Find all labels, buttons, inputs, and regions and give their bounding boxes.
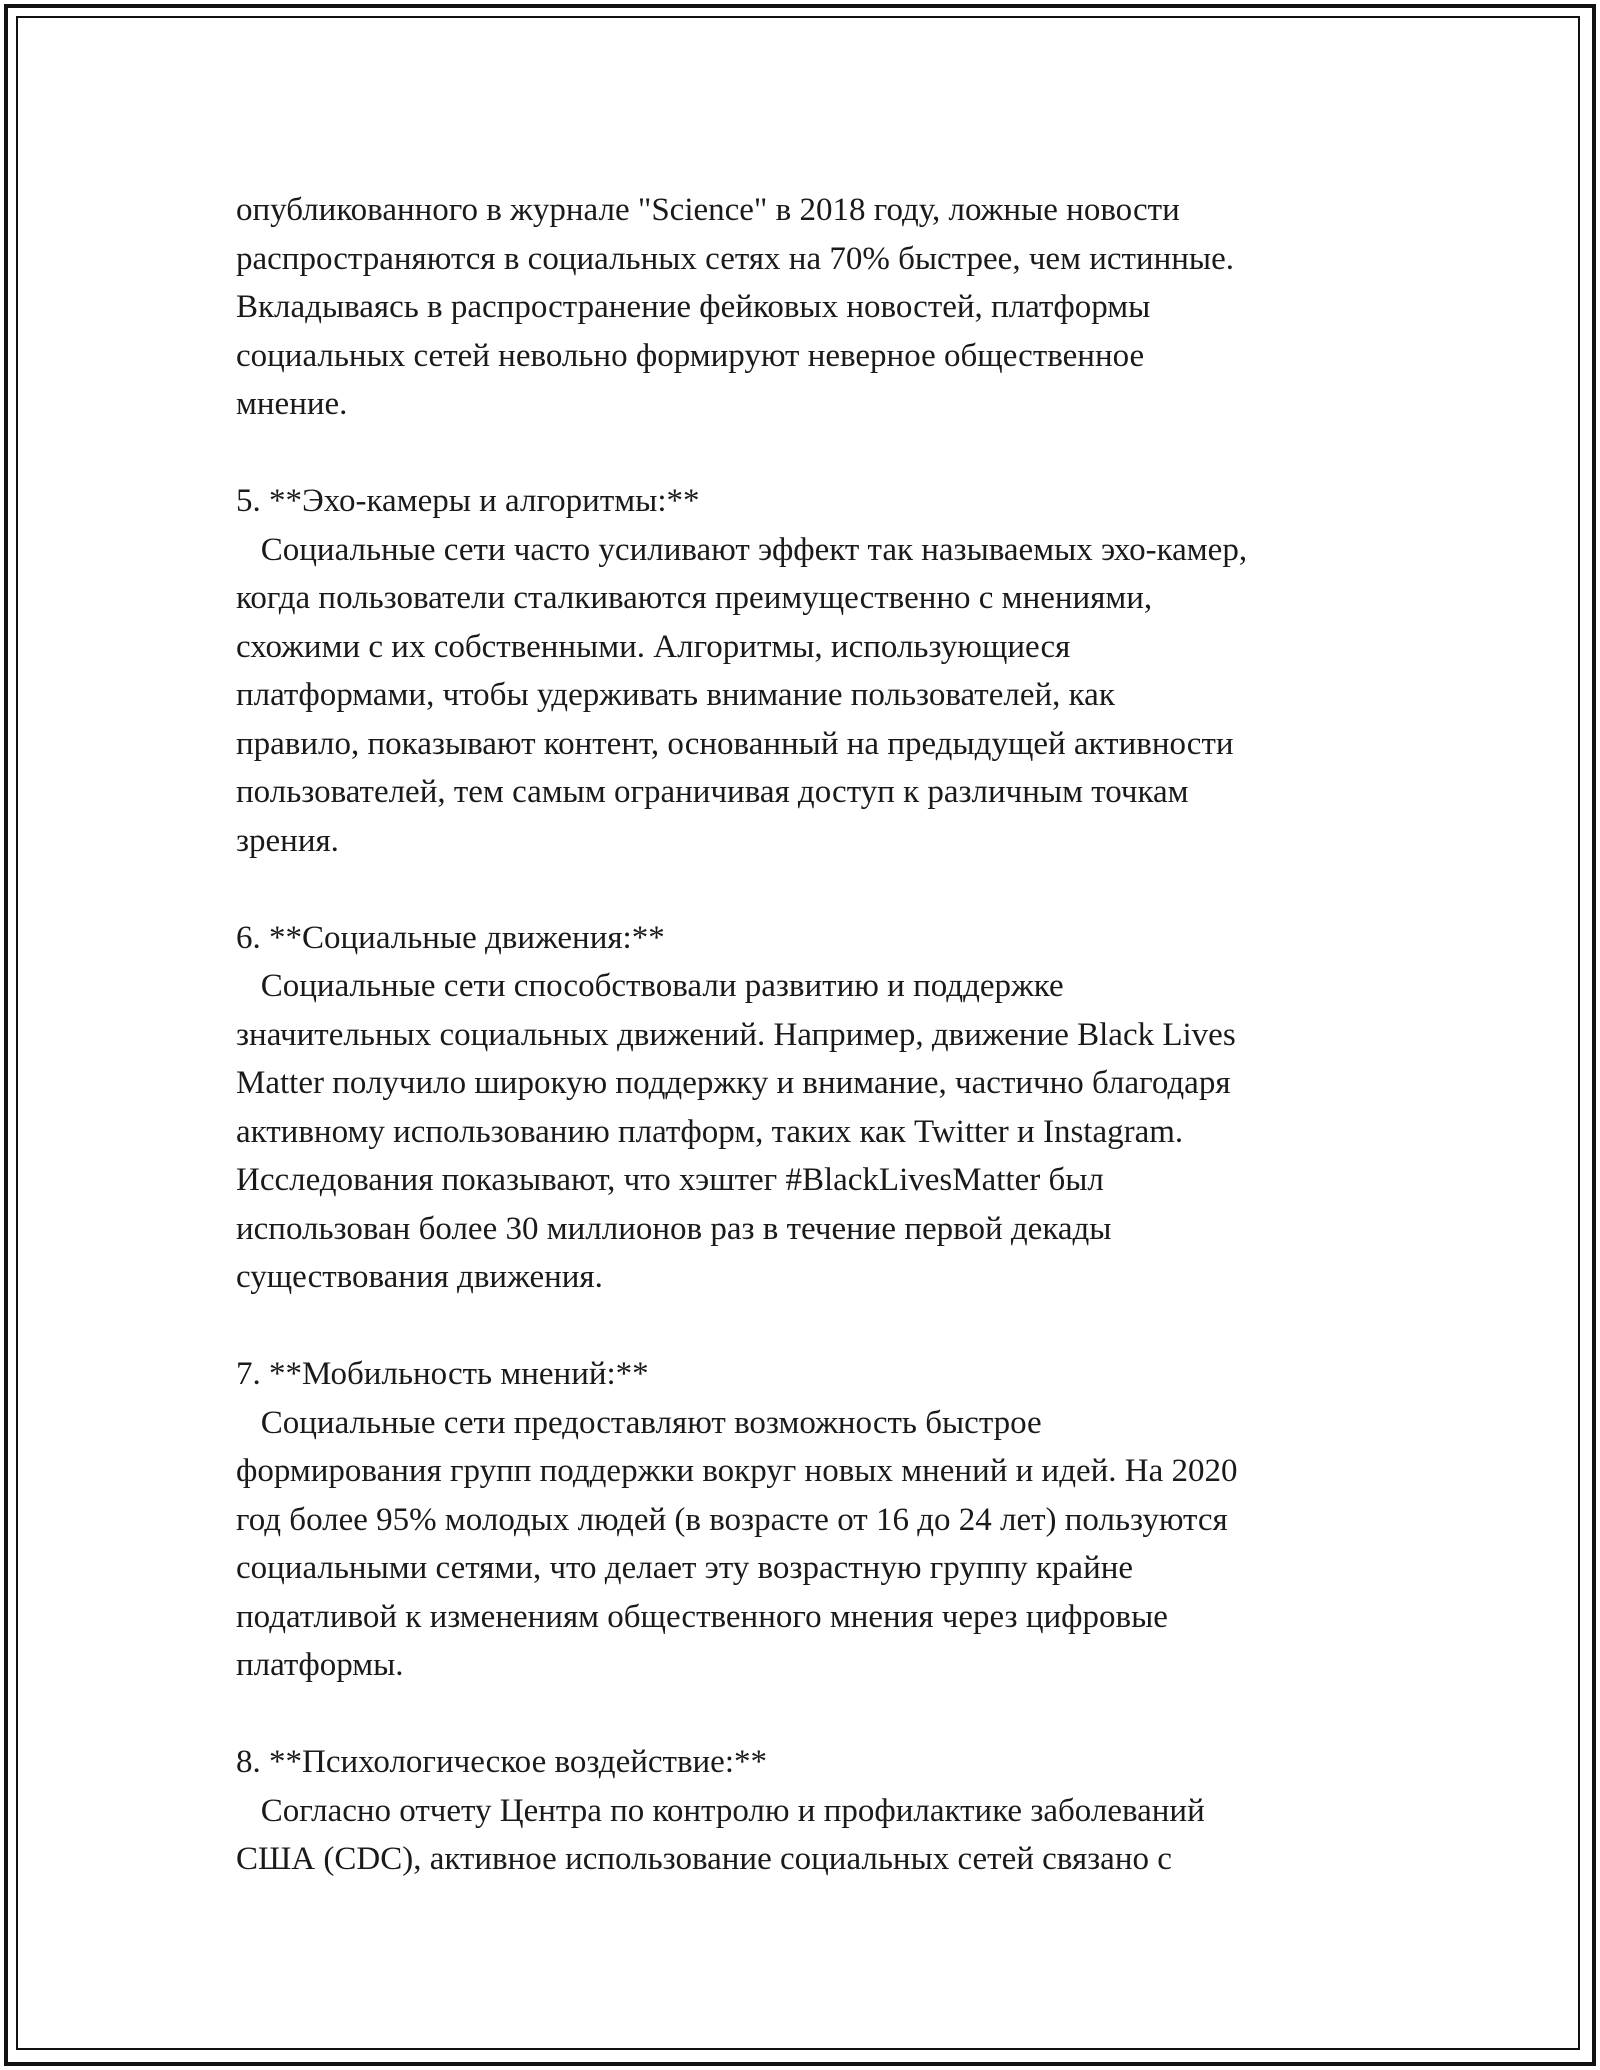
text-line: США (CDC), активное использование социальных сетей связано с xyxy=(236,1841,1172,1877)
section-psychological-impact xyxy=(236,1738,1426,1884)
text-line: использован более 30 миллионов раз в течение первой декады xyxy=(236,1210,1112,1247)
paragraph-gap xyxy=(236,429,1426,478)
text-line: пользователей, тем самым ограничивая доступ к различным точкам xyxy=(236,774,1189,810)
text-line: Вкладываясь в распространение фейковых новостей, платформы xyxy=(236,289,1151,325)
section-heading: 5. **Эхо-камеры и алгоритмы:** xyxy=(236,483,700,519)
text-line: опубликованного в журнале "Science" в 2018 году, ложные новости xyxy=(236,192,1180,228)
section-heading: 7. **Мобильность мнений:** xyxy=(236,1356,649,1392)
text-line: податливой к изменениям общественного мнения через цифровые xyxy=(236,1598,1168,1635)
text-line: платформы. xyxy=(236,1647,404,1683)
section-heading: 8. **Психологическое воздействие:** xyxy=(236,1744,767,1780)
paragraph-gap xyxy=(236,865,1426,914)
intro-paragraph xyxy=(236,186,1426,429)
text-line: правило, показывают контент, основанный на предыдущей активности xyxy=(236,725,1234,762)
text-line: когда пользователи сталкиваются преимущественно с мнениями, xyxy=(236,580,1153,616)
paragraph-gap xyxy=(236,1302,1426,1351)
text-line: существования движения. xyxy=(236,1259,603,1295)
text-line: Согласно отчету Центра по контролю и профилактике заболеваний xyxy=(236,1792,1205,1829)
text-line: Социальные сети предоставляют возможность быстрое xyxy=(236,1404,1042,1441)
text-line: распространяются в социальных сетях на 70% быстрее, чем истинные. xyxy=(236,240,1234,277)
text-line: зрения. xyxy=(236,822,339,859)
section-social-movements xyxy=(236,914,1426,1302)
text-line: мнение. xyxy=(236,386,348,422)
text-line: Исследования показывают, что хэштег #BlackLivesMatter был xyxy=(236,1162,1104,1198)
section-heading: 6. **Социальные движения:** xyxy=(236,919,665,956)
text-line: платформами, чтобы удерживать внимание пользователей, как xyxy=(236,677,1115,713)
section-echo-chambers xyxy=(236,477,1426,865)
paragraph-gap xyxy=(236,1690,1426,1739)
text-line: формирования групп поддержки вокруг новых мнений и идей. На 2020 xyxy=(236,1453,1238,1489)
text-line: социальных сетей невольно формируют неверное общественное xyxy=(236,337,1145,374)
text-line: активному использованию платформ, таких как Twitter и Instagram. xyxy=(236,1113,1184,1150)
text-line: значительных социальных движений. Например, движение Black Lives xyxy=(236,1016,1236,1053)
text-line: год более 95% молодых людей (в возрасте от 16 до 24 лет) пользуются xyxy=(236,1501,1228,1538)
document-body xyxy=(236,186,1426,1884)
text-line: схожими с их собственными. Алгоритмы, использующиеся xyxy=(236,628,1071,665)
section-opinion-mobility xyxy=(236,1350,1426,1690)
text-line: Социальные сети способствовали развитию и поддержке xyxy=(236,968,1064,1004)
text-line: социальными сетями, что делает эту возрастную группу крайне xyxy=(236,1550,1134,1586)
text-line: Социальные сети часто усиливают эффект так называемых эхо-камер, xyxy=(236,531,1248,568)
text-line: Matter получило широкую поддержку и внимание, частично благодаря xyxy=(236,1065,1231,1101)
